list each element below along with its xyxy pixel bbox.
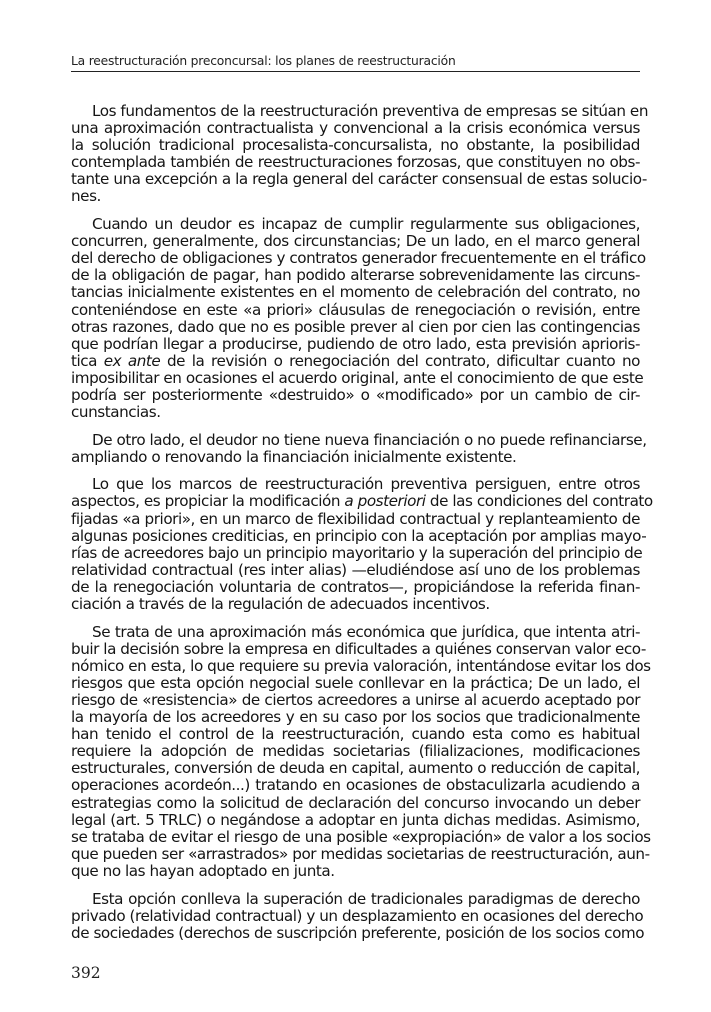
text-line: se trataba de evitar el riesgo de una posible «expropiación» de valor a los socios (71, 827, 651, 846)
italic-term: ex ante (103, 351, 161, 370)
text-line: ciación a través de la regulación de adecuados incentivos. (71, 595, 490, 614)
text-line: que no las hayan adoptado en junta. (71, 861, 335, 880)
paragraph (71, 430, 647, 466)
text-line: nómico en esta, lo que requiere su previa valoración, intentándose evitar los dos (71, 656, 651, 675)
paragraph (71, 622, 651, 880)
text-line: estructurales, conversión de deuda en capital, aumento o reducción de capital, (71, 759, 640, 778)
text-line: tica ex ante de la revisión o renegociación del contrato, dificultar cuanto no (71, 351, 640, 370)
text-line: de la obligación de pagar, han podido alterarse sobrevenidamente las circuns- (71, 266, 640, 285)
text-line: legal (art. 5 TRLC) o negándose a adoptar en junta dichas medidas. Asimismo, (71, 810, 640, 829)
text-line: han tenido el control de la reestructuración, cuando esta como es habitual (71, 725, 640, 744)
text-line: Lo que los marcos de reestructuración preventiva persiguen, entre otros (92, 475, 640, 494)
text-line: algunas posiciones crediticias, en principio con la aceptación por amplias mayo- (71, 526, 647, 545)
text-line: nes. (71, 187, 101, 206)
running-head: La reestructuración preconcursal: los planes de reestructuración (71, 54, 640, 72)
text-line: contemplada también de reestructuraciones forzosas, que constituyen no obs- (71, 153, 640, 172)
text-line: cunstancias. (71, 403, 161, 422)
body-text (71, 102, 653, 952)
text-line: conteniéndose en este «a priori» cláusulas de renegociación o revisión, entre (71, 300, 640, 319)
text-line: que pueden ser «arrastrados» por medidas societarias de reestructuración, aun- (71, 844, 650, 863)
text-line: riesgo de «resistencia» de ciertos acreedores a unirse al acuerdo aceptado por (71, 691, 640, 709)
text-line: imposibilitar en ocasiones el acuerdo original, ante el conocimiento de que este (71, 368, 644, 387)
text-line: ampliando o renovando la financiación inicialmente existente. (71, 447, 517, 466)
text-line: tante una excepción a la regla general del carácter consensual de estas solucio- (71, 170, 647, 189)
text-line: una aproximación contractualista y convencional a la crisis económica versus (71, 119, 640, 138)
paragraph (71, 215, 646, 422)
text-line: tancias inicialmente existentes en el momento de celebración del contrato, no (71, 283, 640, 302)
text-line: relatividad contractual (res inter alias) —eludiéndose así uno de los problemas (71, 560, 640, 579)
text-line: operaciones acordeón...) tratando en ocasiones de obstaculizarla acudiendo a (71, 776, 640, 795)
text-line: Se trata de una aproximación más económica que jurídica, que intenta atri- (92, 622, 640, 641)
text-line: privado (relatividad contractual) y un desplazamiento en ocasiones del derecho (71, 906, 644, 925)
text-line: estrategias como la solicitud de declaración del concurso invocando un deber (71, 793, 640, 812)
paragraph (71, 475, 653, 614)
text-line: riesgos que esta opción negocial suele conllevar en la práctica; De un lado, el (71, 673, 640, 692)
text-line: fijadas «a priori», en un marco de flexibilidad contractual y replanteamiento de (71, 509, 640, 528)
text-line: Esta opción conlleva la superación de tradicionales paradigmas de derecho (92, 889, 640, 908)
text-line: concurren, generalmente, dos circunstancias; De un lado, en el marco general (71, 232, 640, 251)
text-line: de sociedades (derechos de suscripción preferente, posición de los socios como (71, 923, 645, 942)
text-line: buir la decisión sobre la empresa en dificultades a quiénes conservan valor eco- (71, 639, 646, 658)
text-line: Cuando un deudor es incapaz de cumplir regularmente sus obligaciones, (92, 215, 640, 234)
text-line: otras razones, dado que no es posible prever al cien por cien las contingencias (71, 317, 640, 336)
text-line: podría ser posteriormente «destruido» o «modificado» por un cambio de cir- (71, 386, 640, 404)
text-line: la mayoría de los acreedores y en su caso por los socios que tradicionalmente (71, 708, 640, 727)
text-line: de la renegociación voluntaria de contratos—, propiciándose la referida finan- (71, 577, 640, 596)
text-line: Los fundamentos de la reestructuración preventiva de empresas se sitúan en (92, 102, 649, 120)
page-number: 392 (71, 964, 101, 982)
text-line: De otro lado, el deudor no tiene nueva financiación o no puede refinanciarse, (92, 430, 647, 449)
text-line: la solución tradicional procesalista-concursalista, no obstante, la posibilidad (71, 136, 640, 155)
paragraph (71, 889, 645, 942)
text-line: rías de acreedores bajo un principio mayoritario y la superación del principio de (71, 543, 643, 562)
text-line: que podrían llegar a producirse, pudiendo de otro lado, esta previsión aprioris- (71, 334, 640, 353)
text-line: requiere la adopción de medidas societarias (filializaciones, modificaciones (71, 742, 640, 761)
paragraph (71, 102, 649, 206)
italic-term: a posteriori (344, 492, 426, 511)
text-line: del derecho de obligaciones y contratos generador frecuentemente en el tráfico (71, 249, 646, 268)
text-line: aspectos, es propiciar la modificación a posteriori de las condiciones del contrato (71, 492, 653, 511)
